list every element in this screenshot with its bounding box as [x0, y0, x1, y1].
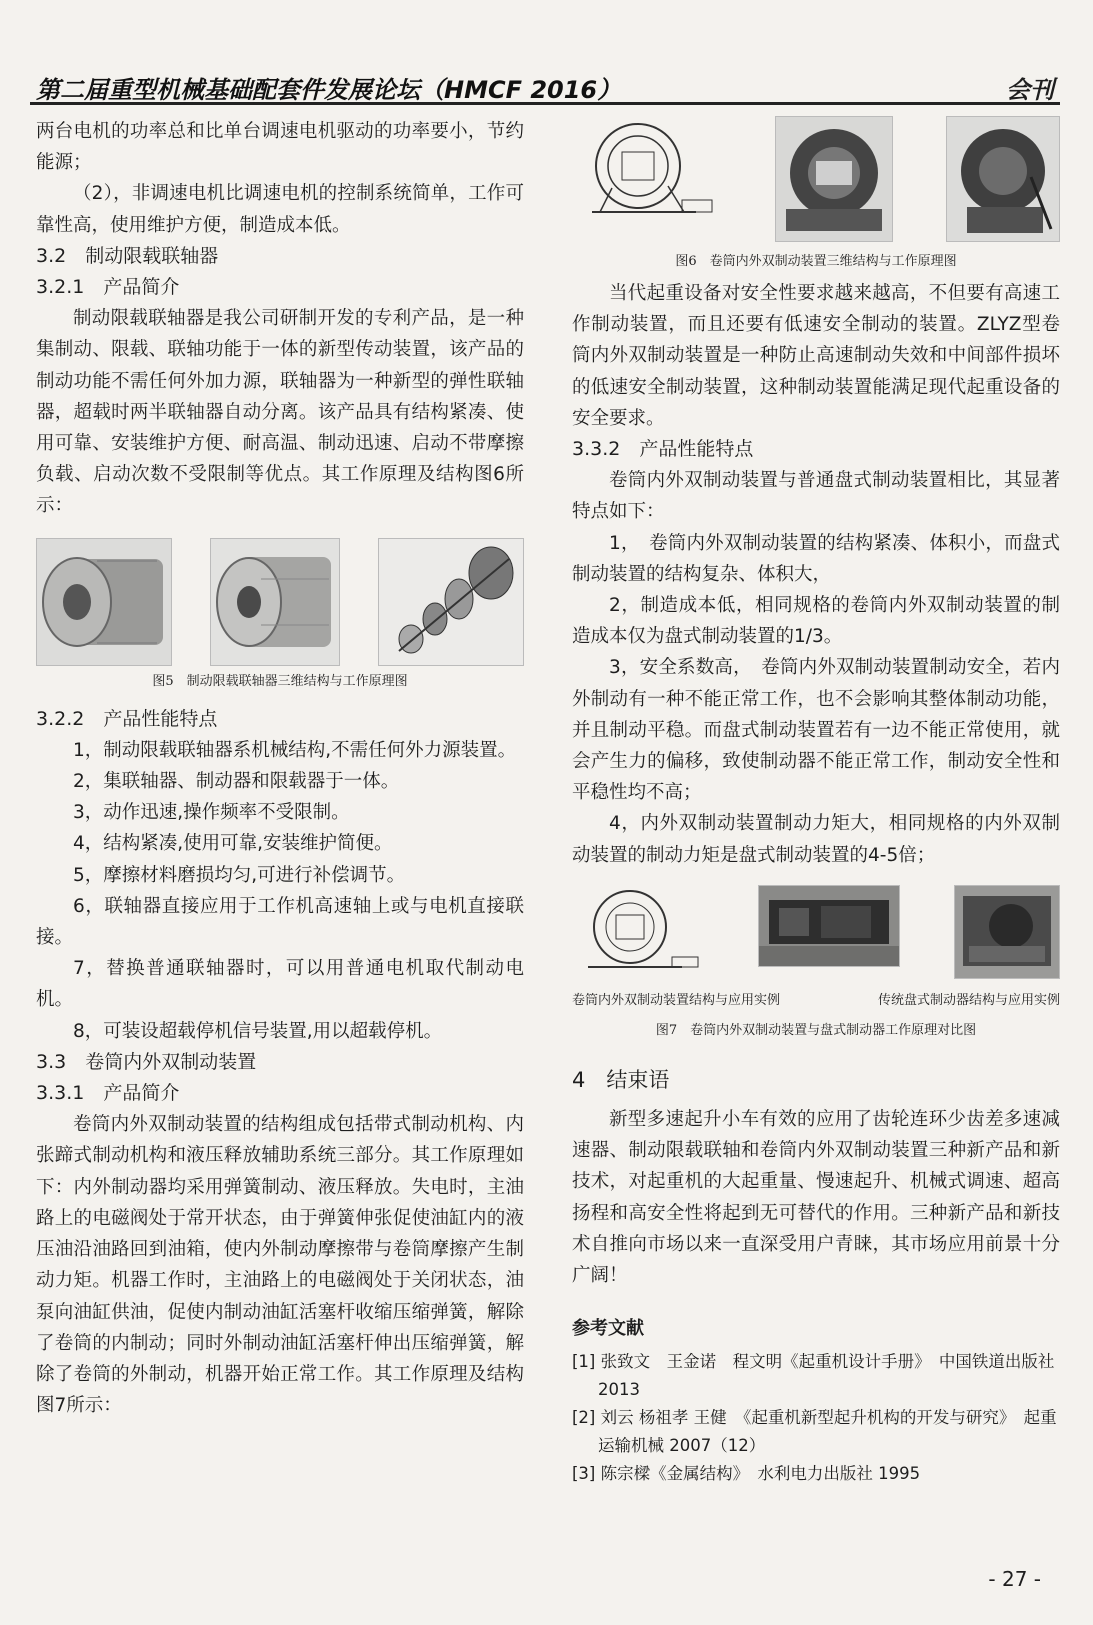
list-item: 1，制动限载联轴器系机械结构,不需任何外力源装置。: [73, 739, 517, 761]
paragraph: 卷筒内外双制动装置的结构组成包括带式制动机构、内张蹄式制动机构和液压释放辅助系统三部分。其工作原理如下：内外制动器均采用弹簧制动、液压释放。失电时，主油路上的电磁阀处于常开状态，由于弹簧伸张促使油缸内的液压油沿油路回到油箱，使内外制动摩擦带与卷筒摩擦产生制动力矩。机器工作时，主油路上的电磁阀处于关闭状态，油泵向油缸供油，促使内制动油缸活塞杆收缩压缩弹簧，解除了卷筒的内制动；同时外制动油缸活塞杆伸出压缩弹簧，解除了卷筒的外制动，机器开始正常工作。其工作原理及结构图7所示：: [36, 1114, 524, 1417]
paragraph: 卷筒内外双制动装置与普通盘式制动装置相比，其显著特点如下：: [572, 470, 1060, 523]
figure-7-caption: 图7 卷筒内外双制动装置与盘式制动器工作原理对比图: [655, 1022, 977, 1038]
section-heading: 3.3 卷筒内外双制动装置: [36, 1050, 257, 1073]
list-item: 4，内外双制动装置制动力矩大，相同规格的内外双制动装置的制动力矩是盘式制动装置的4-5倍；: [572, 813, 1060, 866]
figure-7-sublabel-right: 传统盘式制动器结构与应用实例: [877, 992, 1060, 1008]
section-heading: 3.2 制动限载联轴器: [36, 244, 219, 267]
right-column: [572, 116, 1060, 1488]
figure-6: [572, 116, 1060, 272]
subsection-heading: 3.3.1 产品简介: [36, 1082, 180, 1105]
paragraph: 制动限载联轴器是我公司研制开发的专利产品，是一种集制动、限载、联轴功能于一体的新型传动装置，该产品的制动功能不需任何外加力源，联轴器为一种新型的弹性联轴器，超载时两半联轴器自动分离。该产品具有结构紧凑、使用可靠、安装维护方便、耐高温、制动迅速、启动不带摩擦负载、启动次数不受限制等优点。其工作原理及结构图6所示：: [36, 308, 524, 517]
journal-title: 第二届重型机械基础配套件发展论坛（HMCF 2016）: [36, 76, 622, 104]
reference-item: [3] 陈宗樑《金属结构》 水利电力出版社 1995: [572, 1464, 921, 1484]
paragraph: 两台电机的功率总和比单台调速电机驱动的功率要小，节约能源；: [36, 121, 524, 174]
subsection-heading: 3.2.1 产品简介: [36, 276, 180, 299]
left-column: [36, 116, 524, 1421]
journal-label: 会刊: [1006, 76, 1054, 104]
list-item: 1， 卷筒内外双制动装置的结构紧凑、体积小，而盘式制动装置的结构复杂、体积大，: [572, 532, 1060, 585]
list-item: 8，可装设超载停机信号装置,用以超载停机。: [73, 1020, 443, 1042]
figure-5-caption: 图5 制动限载联轴器三维结构与工作原理图: [152, 673, 408, 689]
figure-6-caption: 图6 卷筒内外双制动装置三维结构与工作原理图: [675, 254, 957, 269]
brake-render-side: [946, 116, 1060, 242]
page-number: - 27 -: [988, 1567, 1041, 1591]
list-item: 2，制造成本低，相同规格的卷筒内外双制动装置的制造成本仅为盘式制动装置的1/3。: [572, 595, 1060, 648]
list-item: 7，替换普通联轴器时，可以用普通电机取代制动电机。: [36, 958, 524, 1011]
reference-item: [2] 刘云 杨祖孝 王健 《起重机新型起升机构的开发与研究》 起重运输机械 2007（12）: [572, 1408, 1057, 1456]
coupling-exploded-view: [378, 538, 524, 666]
list-item: 6，联轴器直接应用于工作机高速轴上或与电机直接联接。: [36, 895, 524, 949]
coupling-render-1: [36, 538, 172, 666]
list-item: 4，结构紧凑,使用可靠,安装维护简便。: [73, 833, 393, 855]
list-item: 5，摩擦材料磨损均匀,可进行补偿调节。: [73, 864, 406, 886]
subsection-heading: 3.2.2 产品性能特点: [36, 707, 218, 730]
reference-item: [1] 张致文 王金诺 程文明《起重机设计手册》 中国铁道出版社 2013: [572, 1352, 1055, 1400]
list-item: 3，安全系数高， 卷筒内外双制动装置制动安全，若内外制动有一种不能正常工作，也不会影响其整体制动功能，并且制动平稳。而盘式制动装置若有一边不能正常使用，就会产生力的偏移，致使制动器不能正常工作，制动安全性和平稳性均不高；: [572, 657, 1060, 804]
brake-line-drawing: [572, 116, 722, 236]
coupling-render-2: [210, 538, 340, 666]
list-item: 3，动作迅速,操作频率不受限制。: [73, 802, 350, 824]
figure-7-sublabel-left: 卷筒内外双制动装置结构与应用实例: [572, 992, 781, 1008]
subsection-heading: 3.3.2 产品性能特点: [572, 438, 754, 461]
brake-structure-drawing: [572, 885, 704, 985]
section-heading: 4 结束语: [572, 1067, 670, 1092]
paragraph: 新型多速起升小车有效的应用了齿轮连环少齿差多速减速器、制动限载联轴和卷筒内外双制动装置三种新产品和新技术，对起重机的大起重量、慢速起升、机械式调速、超高扬程和高安全性将起到无可替代的作用。三种新产品和新技术自推向市场以来一直深受用户青睐，其市场应用前景十分广阔！: [572, 1109, 1060, 1287]
figure-5: [36, 538, 524, 692]
running-header: [30, 66, 1060, 105]
paragraph: 当代起重设备对安全性要求越来越高，不但要有高速工作制动装置，而且还要有低速安全制动的装置。ZLYZ型卷筒内外双制动装置是一种防止高速制动失效和中间部件损坏的低速安全制动装置，这种制动装置能满足现代起重设备的安全要求。: [572, 283, 1060, 429]
application-photo-2: [954, 885, 1060, 979]
figure-7: [572, 885, 1060, 1041]
paragraph: （2），非调速电机比调速电机的控制系统简单，工作可靠性高，使用维护方便，制造成本低。: [36, 183, 524, 236]
list-item: 2，集联轴器、制动器和限载器于一体。: [73, 771, 400, 793]
brake-render-front: [775, 116, 893, 242]
application-photo-1: [758, 885, 900, 967]
references-heading: 参考文献: [572, 1318, 644, 1340]
